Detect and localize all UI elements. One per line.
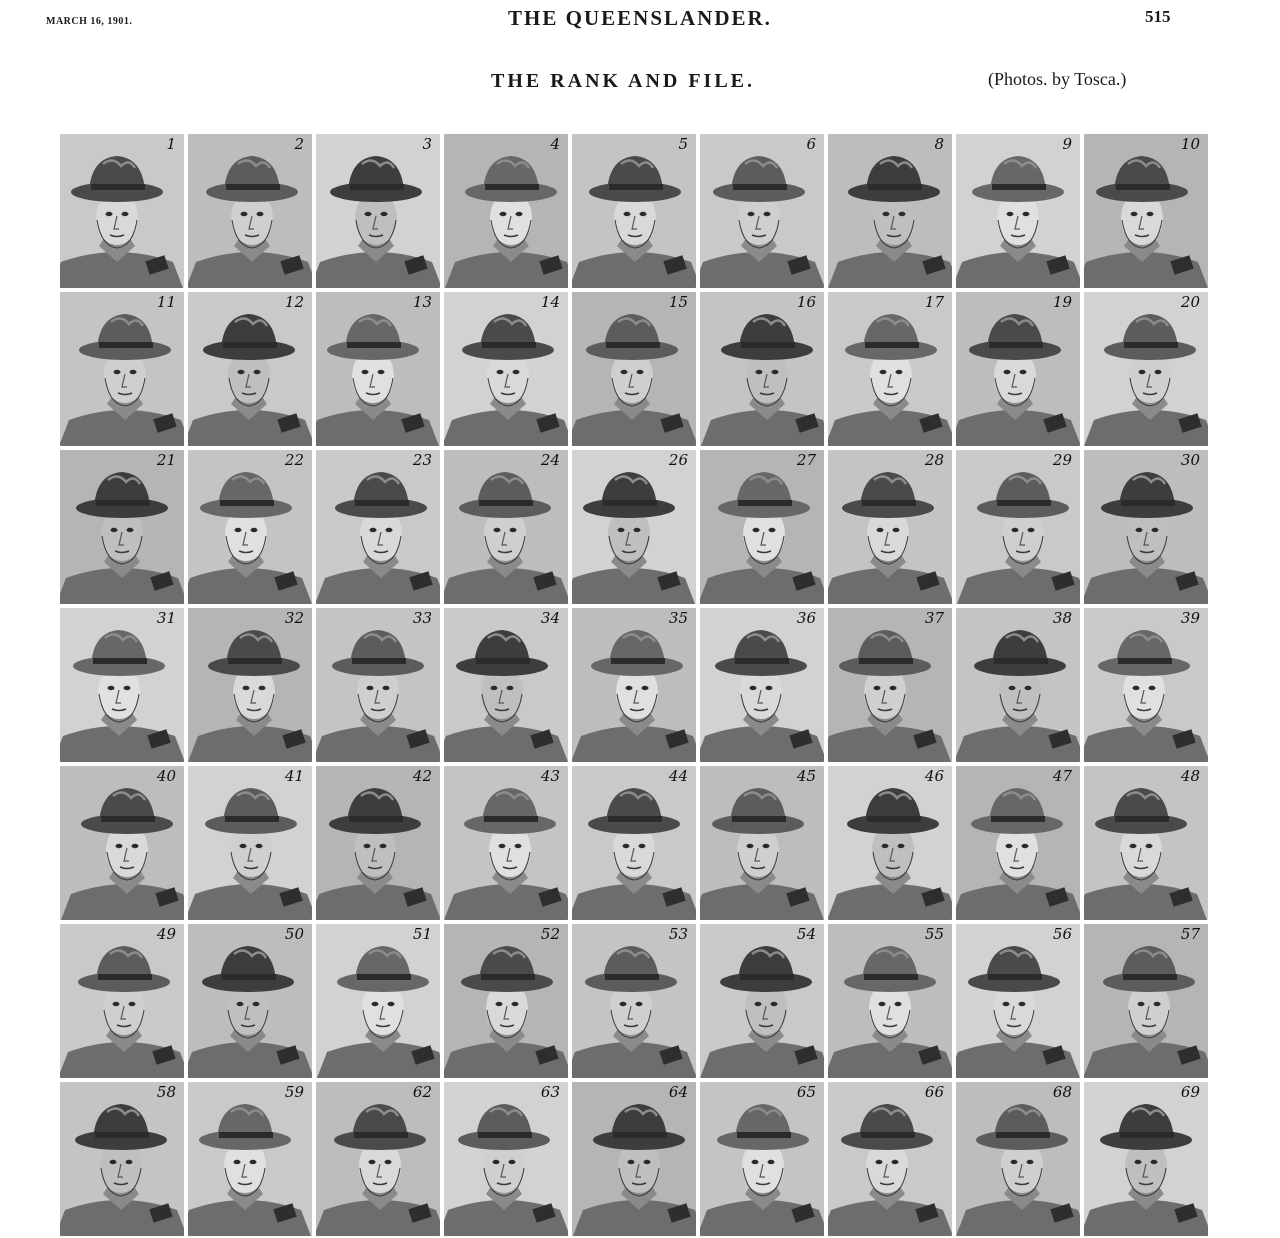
portrait-number: 66	[924, 1083, 944, 1101]
portrait-31	[60, 608, 184, 762]
portrait-62	[316, 1082, 440, 1236]
photo-credit: (Photos. by Tosca.)	[988, 69, 1127, 89]
portrait-number: 41	[284, 767, 304, 785]
portrait-6	[700, 134, 824, 288]
portrait-43	[444, 766, 568, 920]
portrait-41	[188, 766, 312, 920]
portrait-number: 52	[540, 925, 560, 943]
date-line: MARCH 16, 1901.	[46, 16, 133, 27]
portrait-number: 29	[1052, 451, 1072, 469]
soldier-portrait-photo	[316, 134, 440, 288]
portrait-1	[60, 134, 184, 288]
portrait-number: 11	[156, 293, 176, 311]
portrait-23	[316, 450, 440, 604]
portrait-number: 45	[796, 767, 816, 785]
portrait-13	[316, 292, 440, 446]
soldier-portrait-photo	[444, 450, 568, 604]
portrait-number: 48	[1180, 767, 1200, 785]
portrait-40	[60, 766, 184, 920]
portrait-number: 26	[668, 451, 688, 469]
soldier-portrait-photo	[956, 134, 1080, 288]
portrait-17	[828, 292, 952, 446]
portrait-37	[828, 608, 952, 762]
portrait-number: 35	[668, 609, 688, 627]
soldier-portrait-photo	[60, 450, 184, 604]
soldier-portrait-photo	[1084, 1082, 1208, 1236]
portrait-number: 63	[540, 1083, 560, 1101]
soldier-portrait-photo	[444, 766, 568, 920]
soldier-portrait-photo	[60, 1082, 184, 1236]
portrait-34	[444, 608, 568, 762]
soldier-portrait-photo	[828, 608, 952, 762]
soldier-portrait-photo	[572, 450, 696, 604]
portrait-number: 22	[284, 451, 304, 469]
portrait-11	[60, 292, 184, 446]
portrait-number: 47	[1052, 767, 1072, 785]
soldier-portrait-photo	[444, 134, 568, 288]
portrait-number: 14	[540, 293, 560, 311]
soldier-portrait-photo	[316, 924, 440, 1078]
portrait-53	[572, 924, 696, 1078]
portrait-21	[60, 450, 184, 604]
portrait-number: 27	[796, 451, 816, 469]
soldier-portrait-photo	[572, 608, 696, 762]
soldier-portrait-photo	[828, 134, 952, 288]
soldier-portrait-photo	[1084, 292, 1208, 446]
portrait-4	[444, 134, 568, 288]
portrait-number: 31	[156, 609, 176, 627]
portrait-16	[700, 292, 824, 446]
portrait-number: 55	[924, 925, 944, 943]
portrait-55	[828, 924, 952, 1078]
page-number: 515	[1145, 7, 1171, 26]
portrait-number: 6	[806, 135, 816, 153]
soldier-portrait-photo	[188, 766, 312, 920]
portrait-10	[1084, 134, 1208, 288]
portrait-56	[956, 924, 1080, 1078]
portrait-9	[956, 134, 1080, 288]
portrait-number: 10	[1180, 135, 1200, 153]
portrait-number: 21	[156, 451, 176, 469]
portrait-number: 33	[412, 609, 432, 627]
soldier-portrait-photo	[60, 134, 184, 288]
soldier-portrait-photo	[316, 608, 440, 762]
portrait-5	[572, 134, 696, 288]
soldier-portrait-photo	[316, 766, 440, 920]
portrait-59	[188, 1082, 312, 1236]
portrait-number: 4	[550, 135, 560, 153]
portrait-number: 36	[796, 609, 816, 627]
portrait-19	[956, 292, 1080, 446]
soldier-portrait-photo	[828, 1082, 952, 1236]
portrait-50	[188, 924, 312, 1078]
soldier-portrait-photo	[956, 292, 1080, 446]
newspaper-title: THE QUEENSLANDER.	[508, 6, 772, 30]
soldier-portrait-photo	[188, 450, 312, 604]
soldier-portrait-photo	[188, 608, 312, 762]
portrait-14	[444, 292, 568, 446]
portrait-grid	[60, 134, 1210, 1238]
portrait-number: 54	[796, 925, 816, 943]
portrait-number: 64	[668, 1083, 688, 1101]
portrait-64	[572, 1082, 696, 1236]
portrait-57	[1084, 924, 1208, 1078]
soldier-portrait-photo	[60, 608, 184, 762]
soldier-portrait-photo	[60, 924, 184, 1078]
portrait-number: 53	[668, 925, 688, 943]
portrait-number: 39	[1180, 609, 1200, 627]
portrait-52	[444, 924, 568, 1078]
soldier-portrait-photo	[956, 924, 1080, 1078]
portrait-24	[444, 450, 568, 604]
soldier-portrait-photo	[828, 292, 952, 446]
portrait-58	[60, 1082, 184, 1236]
portrait-number: 24	[540, 451, 560, 469]
soldier-portrait-photo	[316, 450, 440, 604]
portrait-26	[572, 450, 696, 604]
portrait-47	[956, 766, 1080, 920]
portrait-12	[188, 292, 312, 446]
portrait-44	[572, 766, 696, 920]
soldier-portrait-photo	[700, 608, 824, 762]
portrait-number: 34	[540, 609, 560, 627]
portrait-35	[572, 608, 696, 762]
portrait-46	[828, 766, 952, 920]
soldier-portrait-photo	[1084, 134, 1208, 288]
soldier-portrait-photo	[444, 924, 568, 1078]
portrait-number: 16	[796, 293, 816, 311]
soldier-portrait-photo	[1084, 924, 1208, 1078]
soldier-portrait-photo	[828, 766, 952, 920]
portrait-number: 15	[668, 293, 688, 311]
portrait-number: 57	[1180, 925, 1200, 943]
portrait-number: 56	[1052, 925, 1072, 943]
portrait-49	[60, 924, 184, 1078]
portrait-number: 19	[1052, 293, 1072, 311]
portrait-number: 46	[924, 767, 944, 785]
soldier-portrait-photo	[572, 766, 696, 920]
soldier-portrait-photo	[188, 924, 312, 1078]
soldier-portrait-photo	[444, 1082, 568, 1236]
portrait-number: 59	[284, 1083, 304, 1101]
soldier-portrait-photo	[188, 292, 312, 446]
portrait-number: 42	[412, 767, 432, 785]
soldier-portrait-photo	[828, 450, 952, 604]
portrait-number: 5	[678, 135, 688, 153]
soldier-portrait-photo	[316, 1082, 440, 1236]
soldier-portrait-photo	[956, 766, 1080, 920]
portrait-8	[828, 134, 952, 288]
soldier-portrait-photo	[188, 134, 312, 288]
portrait-number: 1	[166, 135, 176, 153]
portrait-51	[316, 924, 440, 1078]
portrait-36	[700, 608, 824, 762]
portrait-68	[956, 1082, 1080, 1236]
soldier-portrait-photo	[700, 1082, 824, 1236]
portrait-number: 50	[284, 925, 304, 943]
portrait-number: 17	[924, 293, 944, 311]
portrait-30	[1084, 450, 1208, 604]
soldier-portrait-photo	[60, 766, 184, 920]
portrait-number: 44	[668, 767, 688, 785]
portrait-15	[572, 292, 696, 446]
portrait-number: 28	[924, 451, 944, 469]
portrait-number: 2	[294, 135, 304, 153]
portrait-33	[316, 608, 440, 762]
soldier-portrait-photo	[700, 134, 824, 288]
portrait-54	[700, 924, 824, 1078]
portrait-27	[700, 450, 824, 604]
soldier-portrait-photo	[956, 1082, 1080, 1236]
portrait-45	[700, 766, 824, 920]
portrait-32	[188, 608, 312, 762]
portrait-48	[1084, 766, 1208, 920]
portrait-number: 43	[540, 767, 560, 785]
soldier-portrait-photo	[572, 292, 696, 446]
portrait-69	[1084, 1082, 1208, 1236]
portrait-number: 8	[934, 135, 944, 153]
soldier-portrait-photo	[700, 292, 824, 446]
portrait-39	[1084, 608, 1208, 762]
soldier-portrait-photo	[1084, 608, 1208, 762]
portrait-number: 65	[796, 1083, 816, 1101]
soldier-portrait-photo	[700, 450, 824, 604]
soldier-portrait-photo	[572, 134, 696, 288]
portrait-2	[188, 134, 312, 288]
portrait-number: 62	[412, 1083, 432, 1101]
portrait-number: 58	[156, 1083, 176, 1101]
soldier-portrait-photo	[316, 292, 440, 446]
soldier-portrait-photo	[444, 608, 568, 762]
portrait-number: 12	[284, 293, 304, 311]
portrait-number: 68	[1052, 1083, 1072, 1101]
portrait-number: 37	[924, 609, 944, 627]
portrait-29	[956, 450, 1080, 604]
soldier-portrait-photo	[572, 924, 696, 1078]
soldier-portrait-photo	[1084, 766, 1208, 920]
portrait-66	[828, 1082, 952, 1236]
portrait-number: 3	[422, 135, 432, 153]
portrait-number: 38	[1052, 609, 1072, 627]
portrait-20	[1084, 292, 1208, 446]
soldier-portrait-photo	[700, 924, 824, 1078]
soldier-portrait-photo	[828, 924, 952, 1078]
portrait-number: 32	[284, 609, 304, 627]
portrait-65	[700, 1082, 824, 1236]
portrait-3	[316, 134, 440, 288]
portrait-number: 23	[412, 451, 432, 469]
soldier-portrait-photo	[700, 766, 824, 920]
soldier-portrait-photo	[444, 292, 568, 446]
soldier-portrait-photo	[956, 450, 1080, 604]
section-title: THE RANK AND FILE.	[490, 70, 756, 92]
soldier-portrait-photo	[956, 608, 1080, 762]
portrait-number: 69	[1180, 1083, 1200, 1101]
soldier-portrait-photo	[1084, 450, 1208, 604]
portrait-number: 20	[1180, 293, 1200, 311]
portrait-number: 30	[1180, 451, 1200, 469]
portrait-number: 51	[412, 925, 432, 943]
soldier-portrait-photo	[572, 1082, 696, 1236]
portrait-number: 49	[156, 925, 176, 943]
soldier-portrait-photo	[60, 292, 184, 446]
portrait-number: 40	[156, 767, 176, 785]
portrait-63	[444, 1082, 568, 1236]
portrait-28	[828, 450, 952, 604]
portrait-number: 13	[412, 293, 432, 311]
portrait-42	[316, 766, 440, 920]
soldier-portrait-photo	[188, 1082, 312, 1236]
portrait-22	[188, 450, 312, 604]
portrait-38	[956, 608, 1080, 762]
portrait-number: 9	[1062, 135, 1072, 153]
